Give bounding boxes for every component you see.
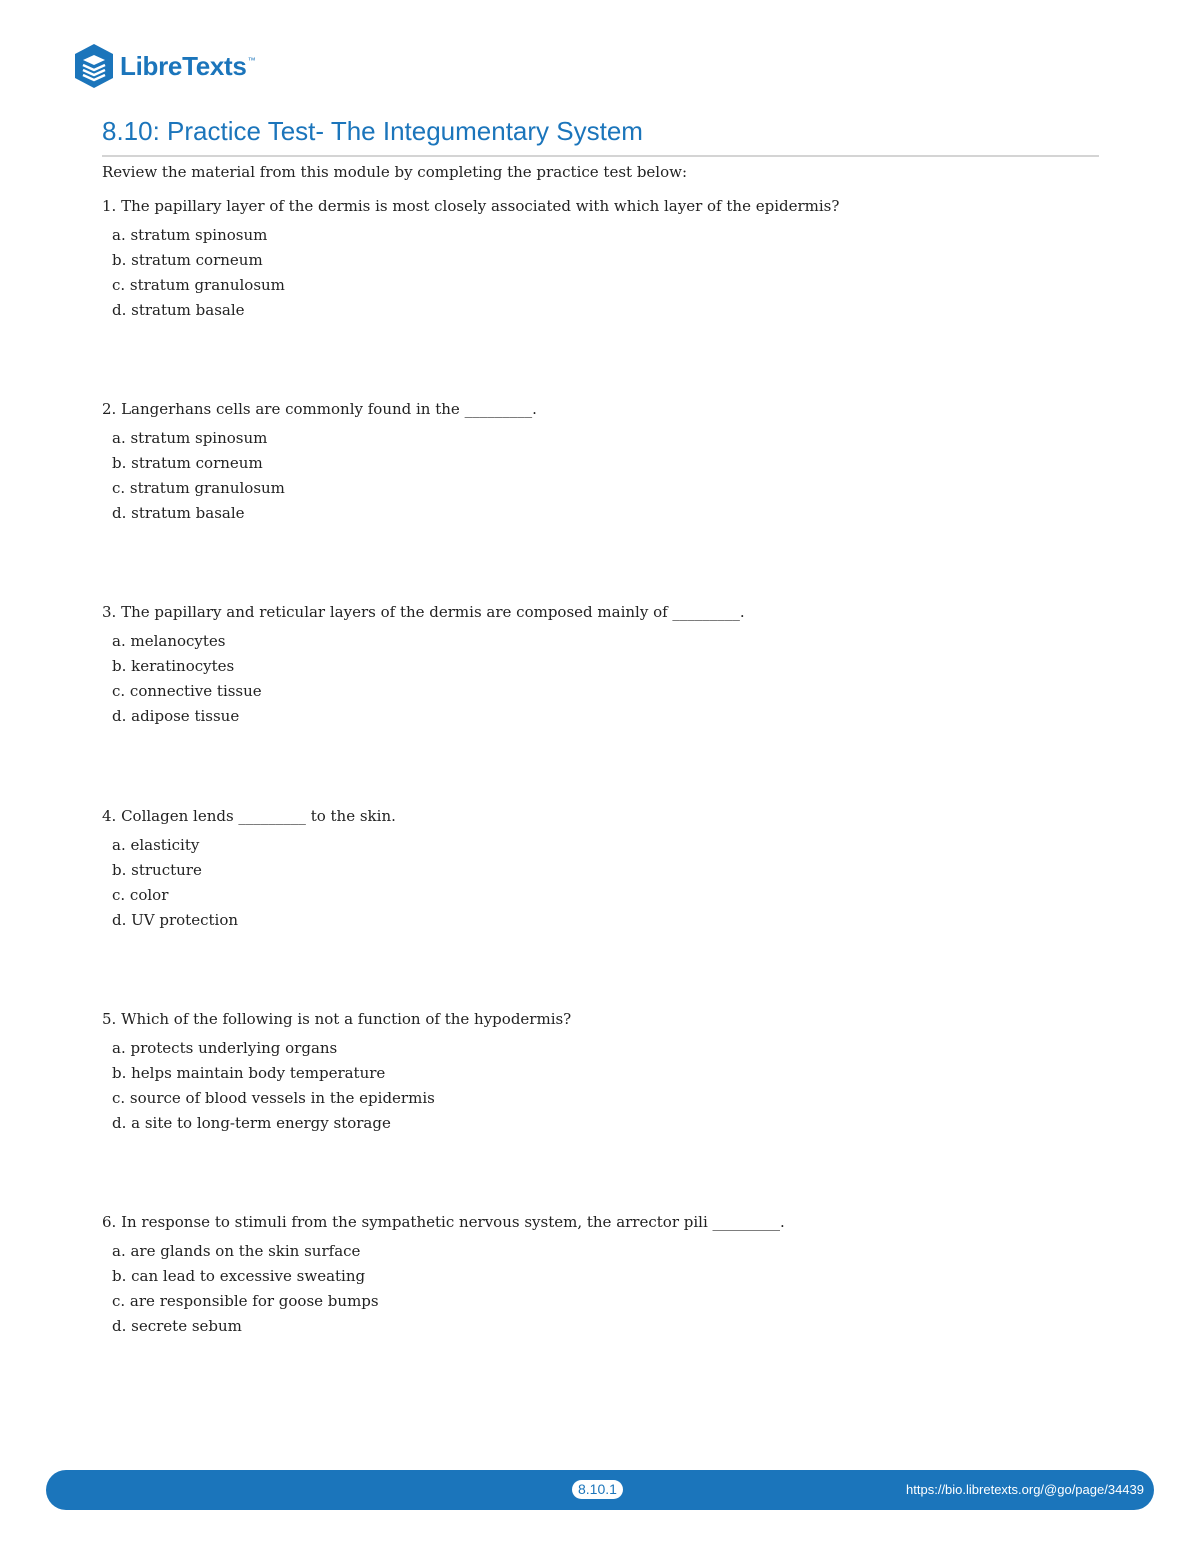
source-url-link[interactable]: https://bio.libretexts.org/@go/page/34439 — [906, 1482, 1144, 1497]
answer-options — [102, 1241, 1102, 1341]
option-d: d. adipose tissue — [112, 707, 240, 725]
question-text: 3. The papillary and reticular layers of the dermis are composed mainly of _________. — [102, 603, 745, 621]
page-title: 8.10: Practice Test- The Integumentary System — [102, 116, 643, 146]
answer-options — [102, 631, 1102, 731]
answer-options — [102, 1038, 1102, 1138]
option-c: c. color — [112, 886, 169, 904]
question-text: 2. Langerhans cells are commonly found in the _________. — [102, 400, 537, 418]
question-6 — [102, 1211, 1102, 1341]
answer-options — [102, 225, 1102, 325]
title-divider — [102, 155, 1099, 157]
option-b: b. keratinocytes — [112, 657, 235, 675]
question-3 — [102, 601, 1102, 731]
option-a: a. stratum spinosum — [112, 429, 268, 447]
answer-options — [102, 428, 1102, 528]
logo-trademark: ™ — [247, 55, 256, 65]
option-d: d. a site to long-term energy storage — [112, 1114, 391, 1132]
option-c: c. stratum granulosum — [112, 276, 285, 294]
option-d: d. UV protection — [112, 911, 239, 929]
question-text: 4. Collagen lends _________ to the skin. — [102, 807, 396, 825]
option-c: c. stratum granulosum — [112, 479, 285, 497]
libretexts-logo-icon — [72, 42, 116, 90]
option-a: a. stratum spinosum — [112, 226, 268, 244]
libretexts-logo[interactable] — [72, 40, 256, 92]
option-d: d. stratum basale — [112, 301, 245, 319]
option-b: b. stratum corneum — [112, 251, 263, 269]
question-text: 6. In response to stimuli from the sympathetic nervous system, the arrector pili _________. — [102, 1213, 785, 1231]
page-footer — [46, 1470, 1154, 1510]
question-1 — [102, 195, 1102, 325]
intro-text: Review the material from this module by completing the practice test below: — [102, 163, 688, 181]
option-b: b. can lead to excessive sweating — [112, 1267, 366, 1285]
option-a: a. are glands on the skin surface — [112, 1242, 361, 1260]
page-number-badge — [572, 1480, 623, 1499]
question-text: 5. Which of the following is not a function of the hypodermis? — [102, 1010, 572, 1028]
option-c: c. source of blood vessels in the epidermis — [112, 1089, 435, 1107]
logo-wordmark: LibreTexts — [120, 50, 247, 81]
option-a: a. protects underlying organs — [112, 1039, 338, 1057]
option-d: d. stratum basale — [112, 504, 245, 522]
question-5 — [102, 1008, 1102, 1138]
option-c: c. are responsible for goose bumps — [112, 1292, 379, 1310]
page-number: 8.10.1 — [578, 1481, 617, 1497]
option-b: b. structure — [112, 861, 202, 879]
question-2 — [102, 398, 1102, 528]
option-a: a. melanocytes — [112, 632, 226, 650]
option-b: b. helps maintain body temperature — [112, 1064, 386, 1082]
option-d: d. secrete sebum — [112, 1317, 242, 1335]
question-text: 1. The papillary layer of the dermis is most closely associated with which layer of the epidermis? — [102, 197, 840, 215]
option-b: b. stratum corneum — [112, 454, 263, 472]
option-c: c. connective tissue — [112, 682, 262, 700]
option-a: a. elasticity — [112, 836, 200, 854]
question-4 — [102, 805, 1102, 935]
answer-options — [102, 835, 1102, 935]
